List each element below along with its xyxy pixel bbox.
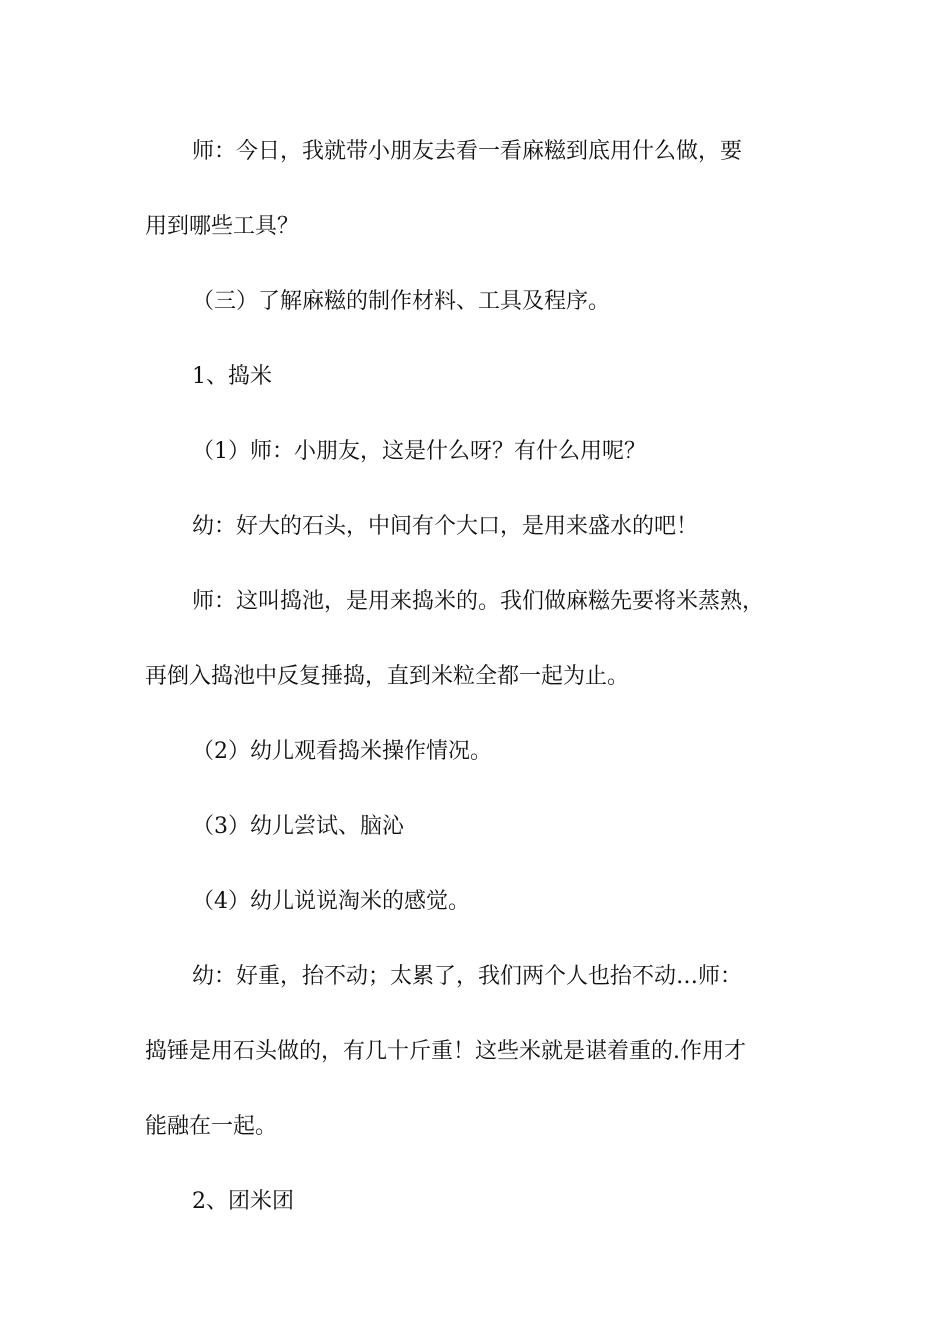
paragraph-line: 师：这叫捣池，是用来捣米的。我们做麻糍先要将米蒸熟， — [192, 589, 765, 614]
step-heading: 1、捣米 — [192, 364, 272, 389]
paragraph-line: （2）幼儿观看捣米操作情况。 — [192, 739, 492, 764]
step-heading: 2、团米团 — [192, 1189, 294, 1214]
paragraph-line: 能融在一起。 — [145, 1114, 278, 1139]
section-heading: （三）了解麻糍的制作材料、工具及程序。 — [192, 289, 611, 314]
paragraph-line: 幼：好大的石头，中间有个大口，是用来盛水的吧！ — [192, 514, 699, 539]
paragraph-line: （3）幼儿尝试、脑沁 — [192, 814, 404, 839]
paragraph-line: 捣锤是用石头做的，有几十斤重！这些米就是谌着重的.作用才 — [145, 1039, 746, 1064]
document-body — [145, 127, 835, 1252]
paragraph-line: 用到哪些工具？ — [145, 214, 300, 239]
paragraph-line: 再倒入捣池中反复捶捣，直到米粒全都一起为止。 — [145, 664, 630, 689]
paragraph-line: （4）幼儿说说淘米的感觉。 — [192, 889, 470, 914]
paragraph-line: （1）师：小朋友，这是什么呀？有什么用呢？ — [192, 439, 646, 464]
paragraph-line: 师：今日，我就带小朋友去看一看麻糍到底用什么做，要 — [192, 139, 743, 164]
paragraph-line: 幼：好重，抬不动；太累了，我们两个人也抬不动…师： — [192, 964, 743, 989]
